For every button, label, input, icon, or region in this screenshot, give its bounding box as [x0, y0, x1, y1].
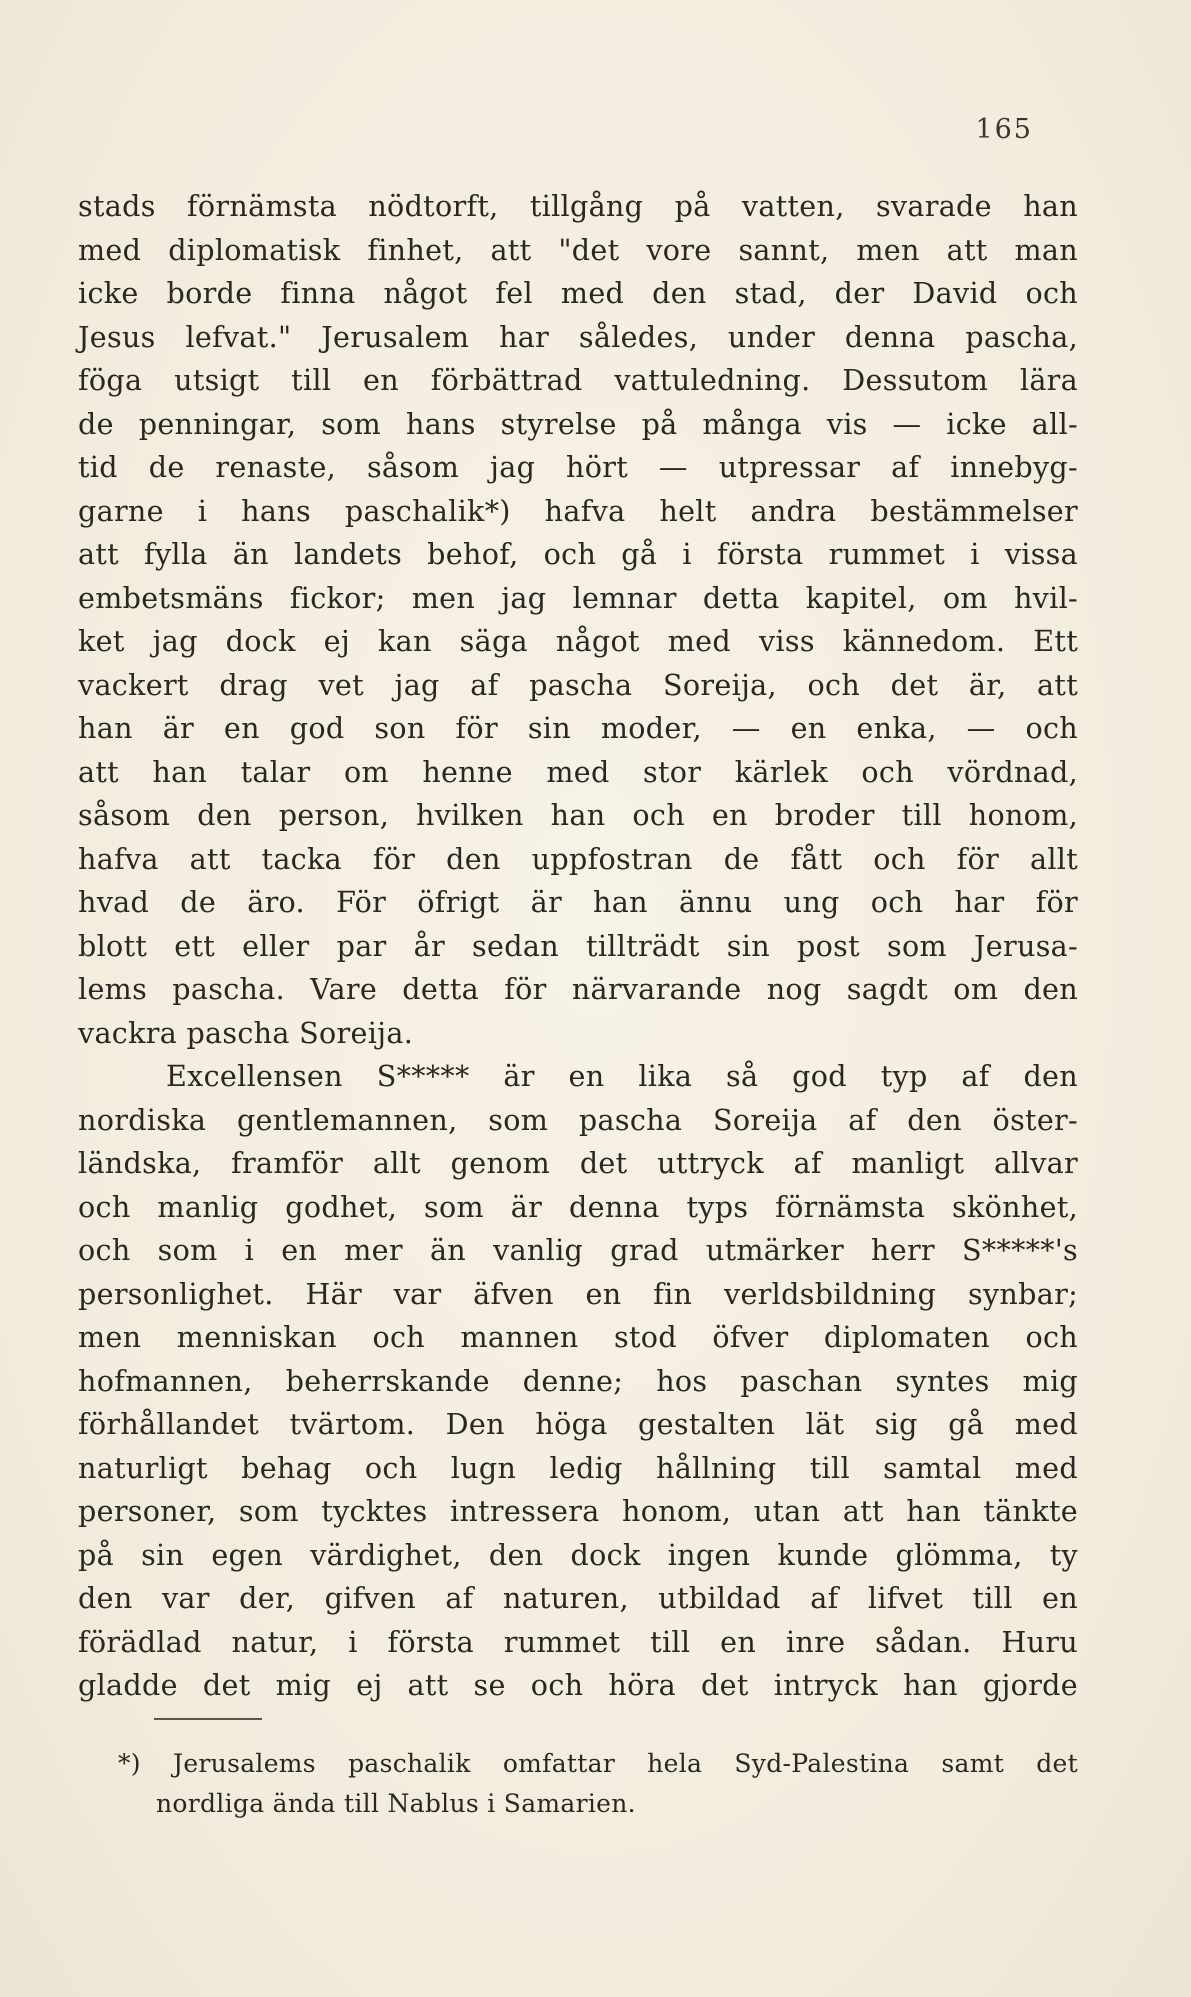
text-line: hafva att tacka för den uppfostran de fått och för allt: [78, 841, 1078, 876]
text-line: vackert drag vet jag af pascha Soreija, och det är, att: [78, 667, 1078, 702]
text-line: förhållandet tvärtom. Den höga gestalten lät sig gå med: [78, 1407, 1078, 1441]
text-line: nordiska gentlemannen, som pascha Soreija af den öster-: [78, 1102, 1078, 1137]
text-line: garne i hans paschalik*) hafva helt andra bestämmelser: [78, 493, 1078, 528]
text-line: ket jag dock ej kan säga något med viss kännedom. Ett: [78, 624, 1078, 658]
text-line: hvad de äro. För öfrigt är han ännu ung och har för: [78, 885, 1078, 919]
footnote-line: nordliga ända till Nablus i Samarien.: [156, 1789, 636, 1818]
text-line: och manlig godhet, som är denna typs förnämsta skönhet,: [78, 1189, 1078, 1224]
text-line: han är en god son för sin moder, — en enka, — och: [78, 711, 1078, 745]
text-line: embetsmäns fickor; men jag lemnar detta kapitel, om hvil-: [78, 580, 1078, 615]
text-line: icke borde finna något fel med den stad, der David och: [78, 276, 1078, 310]
paragraph-end-line: vackra pascha Soreija.: [78, 1015, 414, 1050]
text-line: personlighet. Här var äfven en fin verldsbildning synbar;: [78, 1276, 1078, 1311]
text-line: föga utsigt till en förbättrad vattuledning. Dessutom lära: [78, 363, 1078, 397]
text-line: personer, som tycktes intressera honom, utan att han tänkte: [78, 1494, 1078, 1528]
text-line: Jesus lefvat." Jerusalem har således, under denna pascha,: [78, 319, 1078, 354]
text-line: tid de renaste, såsom jag hört — utpressar af innebyg-: [78, 450, 1078, 484]
text-line: på sin egen värdighet, den dock ingen kunde glömma, ty: [78, 1537, 1078, 1572]
text-line: blott ett eller par år sedan tillträdt sin post som Jerusa-: [78, 928, 1078, 963]
text-line: den var der, gifven af naturen, utbildad af lifvet till en: [78, 1581, 1078, 1615]
text-line: hofmannen, beherrskande denne; hos paschan syntes mig: [78, 1363, 1078, 1398]
footnote: [118, 1744, 1078, 1824]
text-line: stads förnämsta nödtorft, tillgång på vatten, svarade han: [78, 189, 1078, 223]
text-line: naturligt behag och lugn ledig hållning till samtal med: [78, 1450, 1078, 1485]
text-line: lems pascha. Vare detta för närvarande nog sagdt om den: [78, 972, 1078, 1006]
page-number: 165: [975, 114, 1033, 145]
text-line: att fylla än landets behof, och gå i första rummet i vissa: [78, 537, 1078, 571]
body-text: [78, 185, 1078, 1708]
text-line: men menniskan och mannen stod öfver diplomaten och: [78, 1320, 1078, 1354]
text-line: och som i en mer än vanlig grad utmärker herr S*****'s: [78, 1233, 1078, 1267]
text-line: att han talar om henne med stor kärlek och vördnad,: [78, 754, 1078, 789]
text-line: förädlad natur, i första rummet till en inre sådan. Huru: [78, 1624, 1078, 1659]
text-line: de penningar, som hans styrelse på många vis — icke all-: [78, 406, 1078, 441]
footnote-line: *) Jerusalems paschalik omfattar hela Syd-Palestina samt det: [118, 1749, 1078, 1778]
paragraph-start-line: Excellensen S***** är en lika så god typ af den: [166, 1059, 1078, 1093]
text-line: såsom den person, hvilken han och en broder till honom,: [78, 798, 1078, 832]
text-line: med diplomatisk finhet, att "det vore sannt, men att man: [78, 232, 1078, 267]
text-line: ländska, framför allt genom det uttryck af manligt allvar: [78, 1146, 1078, 1180]
footnote-divider: [154, 1718, 262, 1720]
text-line: gladde det mig ej att se och höra det intryck han gjorde: [78, 1668, 1078, 1702]
